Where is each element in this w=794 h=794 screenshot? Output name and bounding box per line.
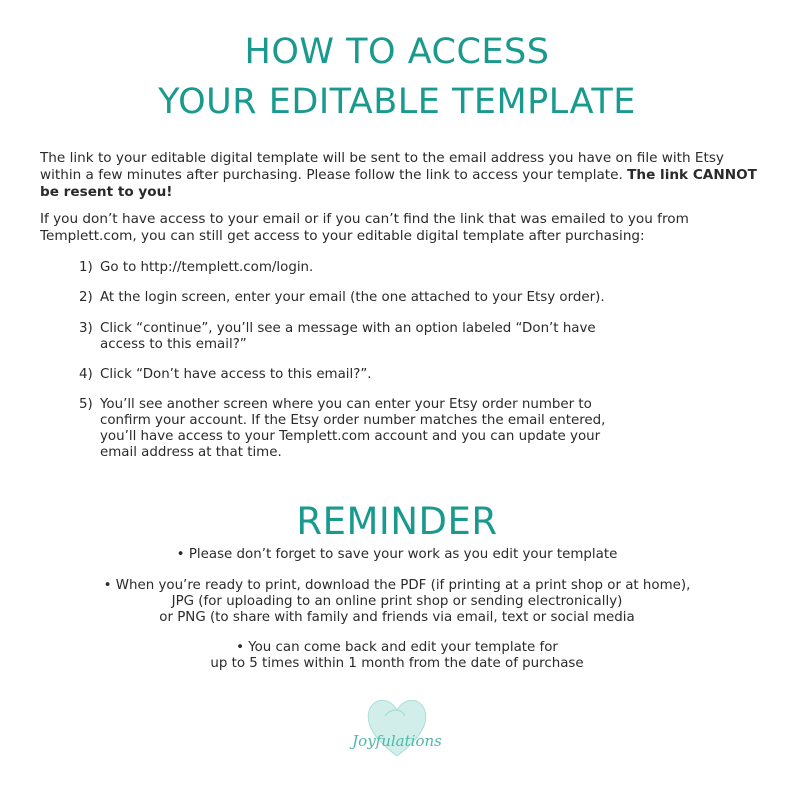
step-text: At the login screen, enter your email (the one attached to your Etsy order). (100, 290, 605, 305)
step-text: Click “Don’t have access to this email?”. (100, 367, 372, 382)
step-number: 2) (79, 290, 93, 305)
step-number: 3) (79, 321, 93, 336)
step-item (79, 321, 639, 353)
reminder-line: • You can come back and edit your template for (236, 640, 558, 655)
step-item (79, 260, 679, 276)
reminder-item-print (0, 578, 794, 626)
intro-warning: The link CANNOT be resent to you! (40, 167, 757, 200)
page-title-line-1: HOW TO ACCESS (244, 32, 550, 72)
step-number: 4) (79, 367, 93, 382)
step-item (79, 367, 679, 383)
step-item (79, 290, 679, 306)
reminder-line: up to 5 times within 1 month from the date of purchase (210, 656, 584, 671)
step-item (79, 397, 624, 461)
intro-paragraph-2: If you don’t have access to your email or if you can’t find the link that was emailed to you from Templett.com, you can still get access to your editable digital template after purchasing: (40, 211, 689, 244)
step-text: Click “continue”, you’ll see a message with an option labeled “Don’t have access to this email?” (100, 321, 596, 352)
intro-text: The link to your editable digital template will be sent to the email address you have on file with Etsy within a few minutes after purchasing. Please follow the link to access your template. (40, 150, 724, 183)
reminder-line: • When you’re ready to print, download the PDF (if printing at a print shop or at home), (103, 578, 691, 593)
brand-logo (347, 686, 447, 766)
page-title-line-2: YOUR EDITABLE TEMPLATE (158, 82, 636, 122)
reminder-line: JPG (for uploading to an online print shop or sending electronically) (171, 594, 623, 609)
step-text: You’ll see another screen where you can enter your Etsy order number to confirm your account. If the Etsy order number matches the email entered, you’ll have access to your Templett.com account and you can update your email address at that time. (100, 397, 606, 460)
reminder-line: or PNG (to share with family and friends via email, text or social media (159, 610, 635, 625)
reminder-item-edit (0, 640, 794, 672)
step-text: Go to http://templett.com/login. (100, 260, 314, 275)
step-number: 1) (79, 260, 93, 275)
step-number: 5) (79, 397, 93, 412)
logo-text: Joyfulations (352, 732, 442, 750)
reminder-heading: REMINDER (296, 500, 498, 543)
reminder-line: • Please don’t forget to save your work as you edit your template (176, 547, 618, 562)
intro-paragraph-1 (40, 150, 760, 201)
reminder-item-save (0, 547, 794, 563)
